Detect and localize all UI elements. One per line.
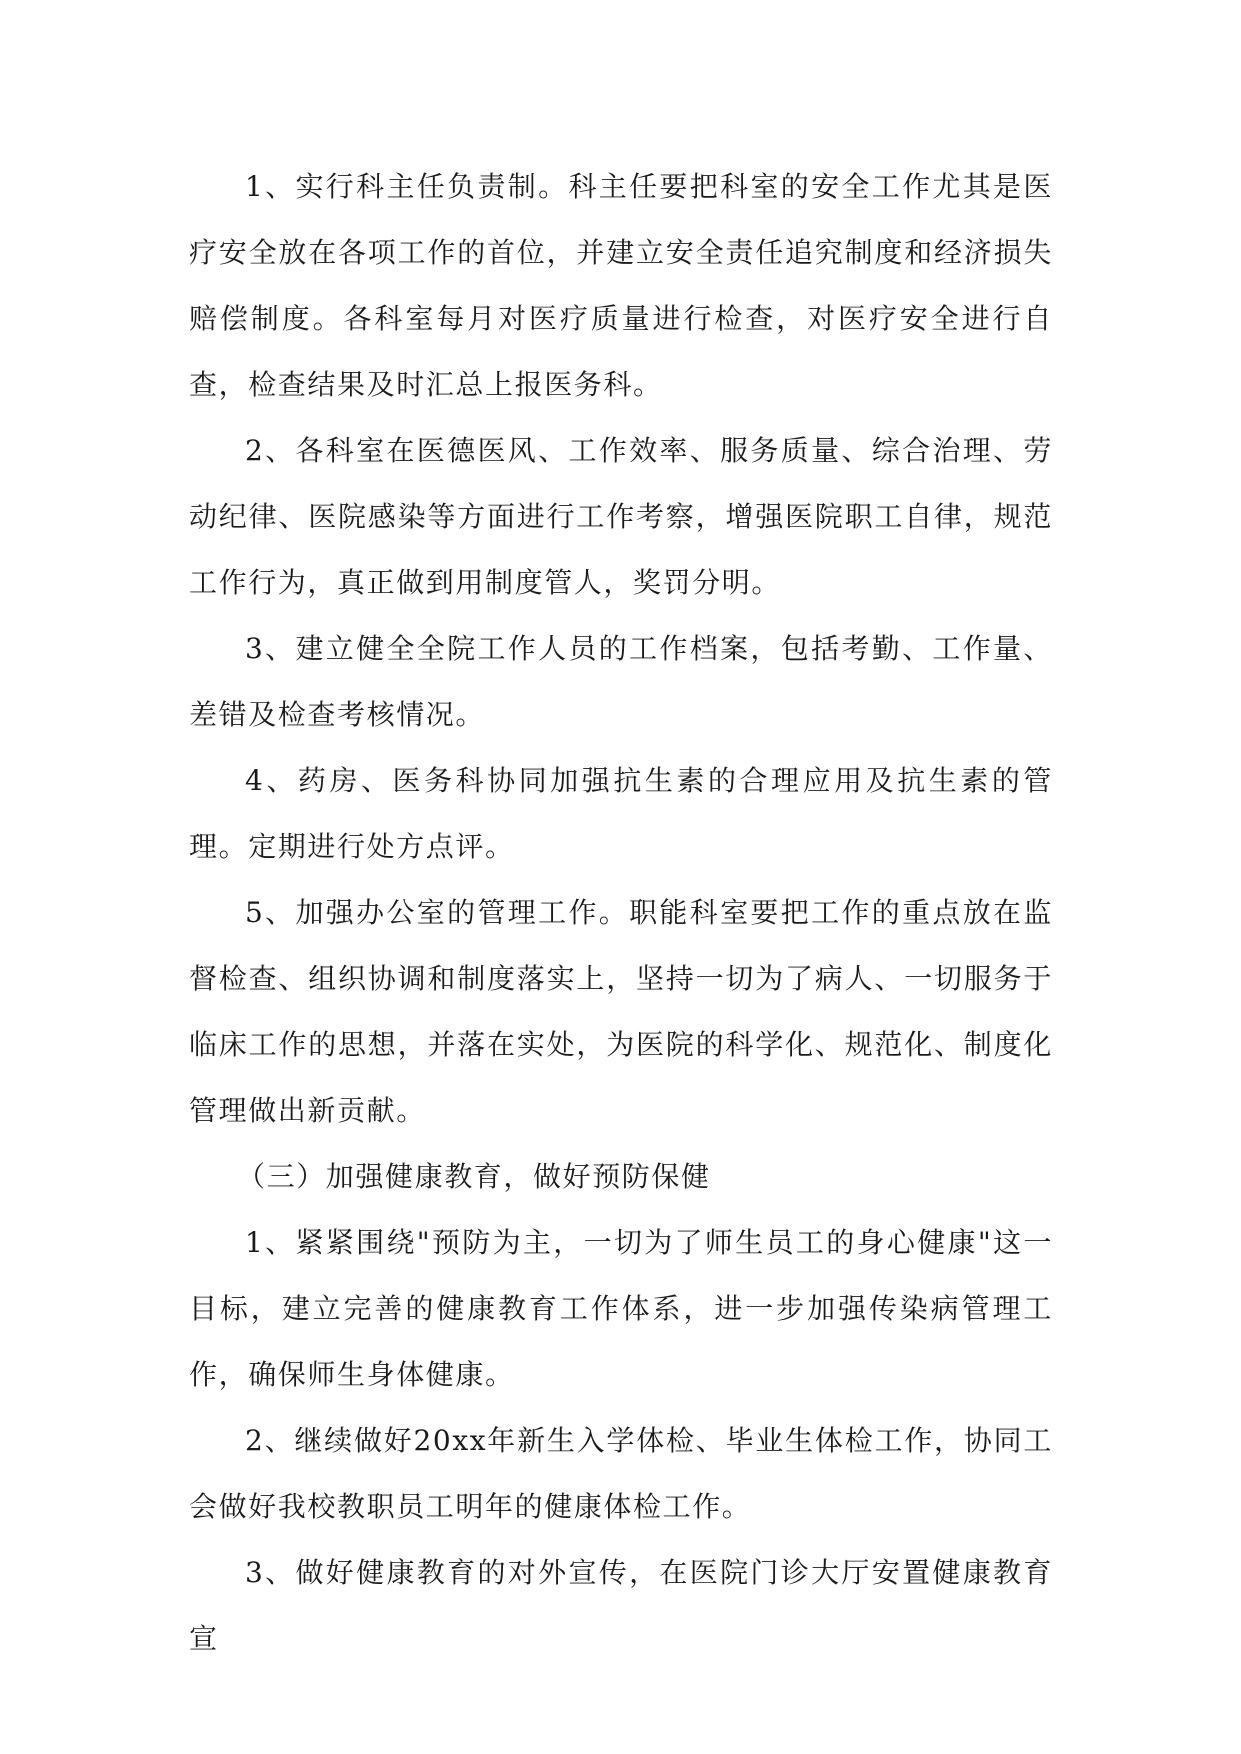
paragraph-department-inspection: 2、各科室在医德医风、工作效率、服务质量、综合治理、劳动纪律、医院感染等方面进行工作考察，增强医院职工自律，规范工作行为，真正做到用制度管人，奖罚分明。 — [189, 434, 1053, 599]
paragraph-prevention-goal: 1、紧紧围绕"预防为主，一切为了师生员工的身心健康"这一目标，建立完善的健康教育工作体系，进一步加强传染病管理工作，确保师生身体健康。 — [189, 1226, 1054, 1391]
section-heading-health-education: （三）加强健康教育，做好预防保健 — [237, 1160, 711, 1193]
paragraph-health-checkups: 2、继续做好20xx年新生入学体检、毕业生体检工作，协同工会做好我校教职员工明年的健康体检工作。 — [189, 1424, 1053, 1523]
paragraph-antibiotic-management: 4、药房、医务科协同加强抗生素的合理应用及抗生素的管理。定期进行处方点评。 — [189, 764, 1053, 863]
paragraph-publicity: 3、做好健康教育的对外宣传，在医院门诊大厅安置健康教育宣 — [189, 1556, 1053, 1655]
paragraph-responsibility-system: 1、实行科主任负责制。科主任要把科室的安全工作尤其是医疗安全放在各项工作的首位，并建立安全责任追究制度和经济损失赔偿制度。各科室每月对医疗质量进行检查，对医疗安全进行自查，检查结果及时汇总上报医务科。 — [189, 170, 1053, 401]
paragraph-staff-records: 3、建立健全全院工作人员的工作档案，包括考勤、工作量、差错及检查考核情况。 — [189, 632, 1053, 731]
document-body — [189, 154, 1053, 1672]
paragraph-office-management: 5、加强办公室的管理工作。职能科室要把工作的重点放在监督检查、组织协调和制度落实上，坚持一切为了病人、一切服务于临床工作的思想，并落在实处，为医院的科学化、规范化、制度化管理做出新贡献。 — [189, 896, 1053, 1127]
